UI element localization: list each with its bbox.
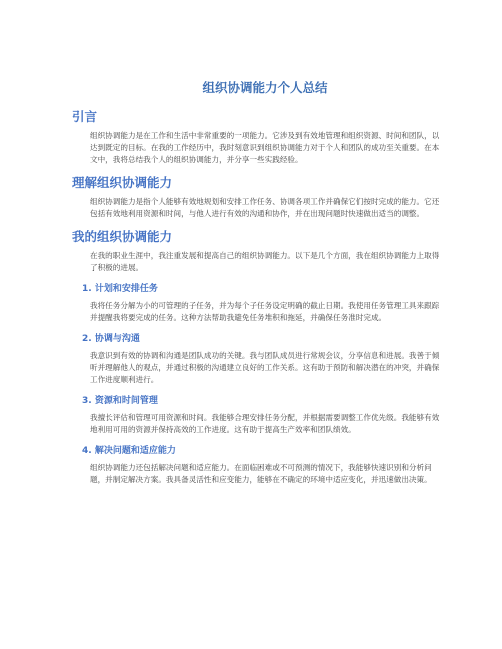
subsection-heading-planning: 1. 计划和安排任务 xyxy=(82,284,158,294)
section-paragraph-understanding: 组织协调能力是指个人能够有效地规划和安排工作任务、协调各项工作并确保它们按时完成的能力。它还包括有效地利用资源和时间，与他人进行有效的沟通和协作，并在出现问题时快速做出适当的调整。 xyxy=(90,197,440,218)
subsection-paragraph-communication: 我意识到有效的协调和沟通是团队成功的关键。我与团队成员进行常规会议，分享信息和进展。我善于倾听并理解他人的观点，并通过积极的沟通建立良好的工作关系。这有助于预防和解决潜在的冲突，并确保工作进度顺利进行。 xyxy=(90,351,440,384)
subsection-heading-communication: 2. 协调与沟通 xyxy=(82,334,140,344)
section-heading-understanding: 理解组织协调能力 xyxy=(72,175,173,190)
document-title: 组织协调能力个人总结 xyxy=(202,80,328,95)
section-paragraph-intro: 组织协调能力是在工作和生活中非常重要的一项能力。它涉及到有效地管理和组织资源、时间和团队，以达到既定的目标。在我的工作经历中，我时刻意识到组织协调能力对于个人和团队的成功至关重要。在本文中，我将总结我个人的组织协调能力，并分享一些实践经验。 xyxy=(90,131,440,164)
subsection-paragraph-problem-solving: 组织协调能力还包括解决问题和适应能力。在面临困难或不可预测的情况下，我能够快速识别和分析问题，并制定解决方案。我具备灵活性和应变能力，能够在不确定的环境中适应变化，并迅速做出决策。 xyxy=(90,463,432,484)
subsection-paragraph-planning: 我将任务分解为小的可管理的子任务，并为每个子任务设定明确的截止日期。我使用任务管理工具来跟踪并提醒我将要完成的任务。这种方法帮助我避免任务堆积和拖延，并确保任务准时完成。 xyxy=(90,301,440,322)
section-heading-intro: 引言 xyxy=(72,109,98,124)
subsection-paragraph-resources: 我擅长评估和管理可用资源和时间。我能够合理安排任务分配，并根据需要调整工作优先级。我能够有效地利用可用的资源并保持高效的工作进度。这有助于提高生产效率和团队绩效。 xyxy=(90,413,440,434)
subsection-heading-resources: 3. 资源和时间管理 xyxy=(82,396,158,406)
section-heading-my-ability: 我的组织协调能力 xyxy=(72,229,173,244)
section-paragraph-my-ability: 在我的职业生涯中，我注重发展和提高自己的组织协调能力。以下是几个方面，我在组织协调能力上取得了积极的进展。 xyxy=(90,251,440,272)
subsection-heading-problem-solving: 4. 解决问题和适应能力 xyxy=(82,446,176,456)
